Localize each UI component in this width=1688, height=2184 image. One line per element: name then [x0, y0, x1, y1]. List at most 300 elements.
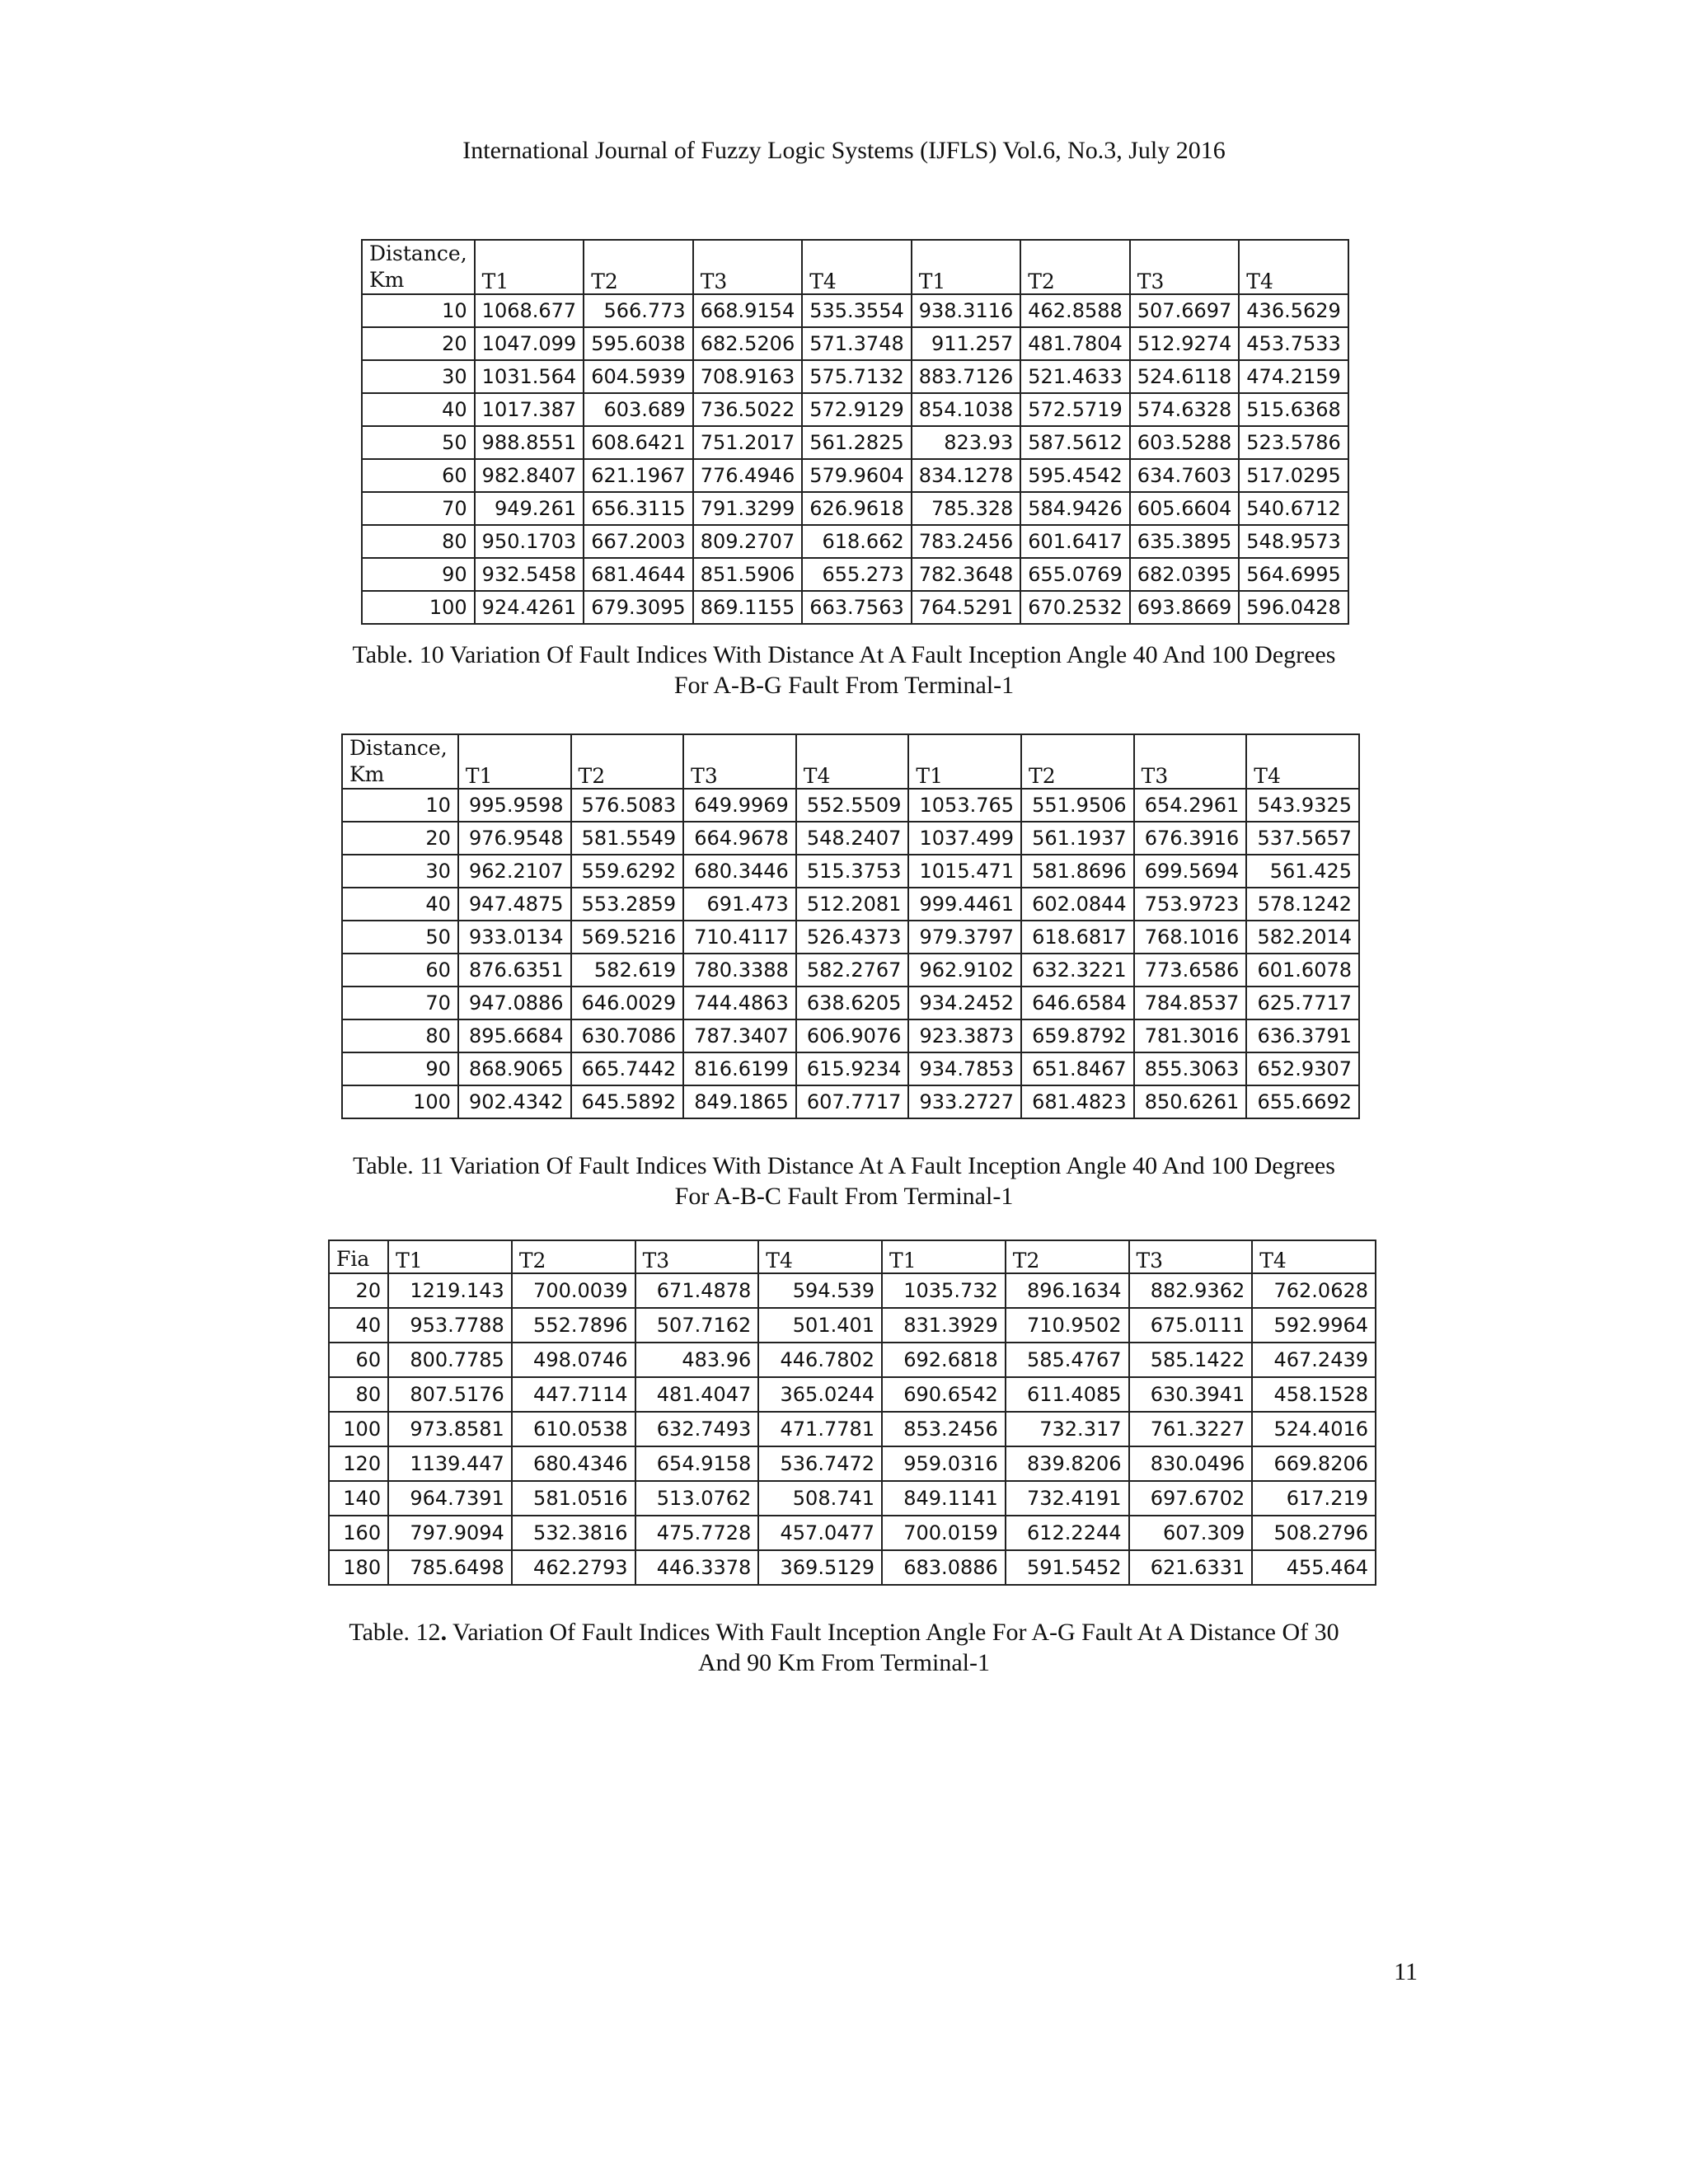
column-header: T1 — [458, 734, 571, 789]
table-cell: 467.2439 — [1252, 1343, 1376, 1377]
caption-line-1 — [0, 1617, 1688, 1647]
table-cell: 512.9274 — [1130, 327, 1240, 360]
table-cell: 697.6702 — [1129, 1481, 1253, 1516]
row-label-cell: 40 — [342, 888, 458, 921]
table-row — [342, 954, 1359, 987]
table-cell: 582.619 — [571, 954, 684, 987]
table-cell: 574.6328 — [1130, 393, 1240, 426]
table-cell: 751.2017 — [693, 426, 803, 459]
column-header: T3 — [1130, 240, 1240, 294]
table-cell: 962.9102 — [908, 954, 1021, 987]
table-cell: 605.6604 — [1130, 492, 1240, 525]
table-cell: 785.328 — [912, 492, 1021, 525]
table-cell: 595.6038 — [584, 327, 693, 360]
column-header: T4 — [796, 734, 909, 789]
table-cell: 681.4823 — [1021, 1085, 1134, 1118]
table-cell: 780.3388 — [683, 954, 796, 987]
row-label-cell: 40 — [362, 393, 475, 426]
table-cell: 548.9573 — [1239, 525, 1348, 558]
table-cell: 508.2796 — [1252, 1516, 1376, 1550]
table-cell: 690.6542 — [882, 1377, 1006, 1412]
table-cell: 807.5176 — [388, 1377, 512, 1412]
table-cell: 950.1703 — [475, 525, 584, 558]
table-cell: 611.4085 — [1006, 1377, 1129, 1412]
column-header: T2 — [584, 240, 693, 294]
table-cell: 976.9548 — [458, 822, 571, 855]
table-cell: 1015.471 — [908, 855, 1021, 888]
table-cell: 902.4342 — [458, 1085, 571, 1118]
table-cell: 869.1155 — [693, 591, 803, 624]
table-cell: 601.6078 — [1246, 954, 1359, 987]
table-row — [362, 294, 1348, 327]
table-row — [362, 492, 1348, 525]
table-11 — [341, 733, 1360, 1119]
table-row — [329, 1516, 1376, 1550]
table-cell: 552.5509 — [796, 789, 909, 822]
row-label-cell: 80 — [362, 525, 475, 558]
table-cell: 501.401 — [758, 1308, 882, 1343]
table-cell: 679.3095 — [584, 591, 693, 624]
table-cell: 632.7493 — [635, 1412, 759, 1446]
row-label-cell: 20 — [342, 822, 458, 855]
table-cell: 572.9129 — [802, 393, 912, 426]
table-row — [362, 393, 1348, 426]
table-cell: 882.9362 — [1129, 1273, 1253, 1308]
table-cell: 630.7086 — [571, 1019, 684, 1052]
table-cell: 831.3929 — [882, 1308, 1006, 1343]
table-cell: 783.2456 — [912, 525, 1021, 558]
table-cell: 645.5892 — [571, 1085, 684, 1118]
table-cell: 953.7788 — [388, 1308, 512, 1343]
table-cell: 830.0496 — [1129, 1446, 1253, 1481]
table-cell: 651.8467 — [1021, 1052, 1134, 1085]
table-row — [329, 1446, 1376, 1481]
table-cell: 911.257 — [912, 327, 1021, 360]
table-cell: 649.9969 — [683, 789, 796, 822]
table-cell: 582.2767 — [796, 954, 909, 987]
table-cell: 1037.499 — [908, 822, 1021, 855]
table-cell: 548.2407 — [796, 822, 909, 855]
table-cell: 369.5129 — [758, 1550, 882, 1585]
table-cell: 585.1422 — [1129, 1343, 1253, 1377]
table-cell: 670.2532 — [1020, 591, 1130, 624]
table-cell: 601.6417 — [1020, 525, 1130, 558]
table-cell: 665.7442 — [571, 1052, 684, 1085]
table-cell: 744.4863 — [683, 987, 796, 1019]
caption-bold-dot: . — [440, 1619, 448, 1646]
table-cell: 699.5694 — [1134, 855, 1247, 888]
table-cell: 581.0516 — [512, 1481, 635, 1516]
table-cell: 693.8669 — [1130, 591, 1240, 624]
table-cell: 1035.732 — [882, 1273, 1006, 1308]
column-header: T4 — [1246, 734, 1359, 789]
table-cell: 669.8206 — [1252, 1446, 1376, 1481]
caption-line-2: And 90 Km From Terminal-1 — [698, 1649, 990, 1676]
table-header-row — [329, 1240, 1376, 1273]
table-cell: 471.7781 — [758, 1412, 882, 1446]
column-header: T2 — [1006, 1240, 1129, 1273]
table-cell: 682.0395 — [1130, 558, 1240, 591]
table-cell: 507.7162 — [635, 1308, 759, 1343]
table-cell: 938.3116 — [912, 294, 1021, 327]
table-cell: 579.9604 — [802, 459, 912, 492]
row-label-cell: 50 — [342, 921, 458, 954]
table-cell: 691.473 — [683, 888, 796, 921]
table-cell: 462.2793 — [512, 1550, 635, 1585]
row-label-cell: 30 — [342, 855, 458, 888]
table-cell: 572.5719 — [1020, 393, 1130, 426]
table-cell: 632.3221 — [1021, 954, 1134, 987]
column-header: T1 — [388, 1240, 512, 1273]
table-cell: 617.219 — [1252, 1481, 1376, 1516]
caption-line-1: Table. 11 Variation Of Fault Indices With Distance At A Fault Inception Angle 40 And 100 Degrees — [353, 1152, 1335, 1179]
table-cell: 932.5458 — [475, 558, 584, 591]
table-cell: 618.6817 — [1021, 921, 1134, 954]
row-label-cell: 80 — [342, 1019, 458, 1052]
table-cell: 700.0159 — [882, 1516, 1006, 1550]
table-cell: 566.773 — [584, 294, 693, 327]
table-cell: 481.7804 — [1020, 327, 1130, 360]
table-cell: 667.2003 — [584, 525, 693, 558]
table-cell: 947.4875 — [458, 888, 571, 921]
table-row — [342, 789, 1359, 822]
table-cell: 507.6697 — [1130, 294, 1240, 327]
row-label-cell: 160 — [329, 1516, 388, 1550]
table-cell: 895.6684 — [458, 1019, 571, 1052]
table-cell: 933.0134 — [458, 921, 571, 954]
table-cell: 630.3941 — [1129, 1377, 1253, 1412]
row-label-cell: 30 — [362, 360, 475, 393]
table-cell: 655.6692 — [1246, 1085, 1359, 1118]
table-cell: 654.2961 — [1134, 789, 1247, 822]
table-cell: 692.6818 — [882, 1343, 1006, 1377]
table-row — [329, 1550, 1376, 1585]
row-label-cell: 60 — [342, 954, 458, 987]
table-cell: 762.0628 — [1252, 1273, 1376, 1308]
table-cell: 559.6292 — [571, 855, 684, 888]
table-cell: 474.2159 — [1239, 360, 1348, 393]
table-cell: 625.7717 — [1246, 987, 1359, 1019]
table-cell: 949.261 — [475, 492, 584, 525]
table-cell: 512.2081 — [796, 888, 909, 921]
table-cell: 839.8206 — [1006, 1446, 1129, 1481]
table-cell: 536.7472 — [758, 1446, 882, 1481]
table-cell: 446.7802 — [758, 1343, 882, 1377]
table-cell: 436.5629 — [1239, 294, 1348, 327]
table-cell: 517.0295 — [1239, 459, 1348, 492]
table-cell: 854.1038 — [912, 393, 1021, 426]
table-cell: 581.8696 — [1021, 855, 1134, 888]
table-cell: 603.689 — [584, 393, 693, 426]
table-cell: 646.6584 — [1021, 987, 1134, 1019]
table-cell: 532.3816 — [512, 1516, 635, 1550]
table-cell: 853.2456 — [882, 1412, 1006, 1446]
caption-rest: Variation Of Fault Indices With Fault Inception Angle For A-G Fault At A Distance Of 30 — [447, 1619, 1339, 1646]
table-cell: 606.9076 — [796, 1019, 909, 1052]
caption-prefix: Table. 12 — [349, 1619, 441, 1646]
table-cell: 999.4461 — [908, 888, 1021, 921]
table-row — [342, 855, 1359, 888]
column-header: T1 — [882, 1240, 1006, 1273]
row-label-cell: 90 — [362, 558, 475, 591]
table-cell: 768.1016 — [1134, 921, 1247, 954]
table-cell: 868.9065 — [458, 1052, 571, 1085]
table-row — [342, 822, 1359, 855]
caption-line-1: Table. 10 Variation Of Fault Indices With Distance At A Fault Inception Angle 40 And 100 Degrees — [352, 641, 1336, 668]
table-cell: 523.5786 — [1239, 426, 1348, 459]
table-cell: 791.3299 — [693, 492, 803, 525]
table-cell: 982.8407 — [475, 459, 584, 492]
page-number: 11 — [1394, 1958, 1418, 1985]
table-cell: 1219.143 — [388, 1273, 512, 1308]
table-cell: 585.4767 — [1006, 1343, 1129, 1377]
table-cell: 481.4047 — [635, 1377, 759, 1412]
row-label-cell: 50 — [362, 426, 475, 459]
table-cell: 700.0039 — [512, 1273, 635, 1308]
table-cell: 515.3753 — [796, 855, 909, 888]
table-cell: 607.309 — [1129, 1516, 1253, 1550]
table-row — [342, 1052, 1359, 1085]
row-label-cell: 10 — [362, 294, 475, 327]
column-header: Fia — [329, 1240, 388, 1273]
table-cell: 575.7132 — [802, 360, 912, 393]
table-cell: 607.7717 — [796, 1085, 909, 1118]
table-body — [362, 294, 1348, 624]
table-cell: 1031.564 — [475, 360, 584, 393]
table-cell: 710.9502 — [1006, 1308, 1129, 1343]
column-header: T3 — [693, 240, 803, 294]
table-cell: 561.425 — [1246, 855, 1359, 888]
table-cell: 947.0886 — [458, 987, 571, 1019]
table-cell: 526.4373 — [796, 921, 909, 954]
table-cell: 1047.099 — [475, 327, 584, 360]
table-cell: 540.6712 — [1239, 492, 1348, 525]
table-cell: 973.8581 — [388, 1412, 512, 1446]
table-cell: 594.539 — [758, 1273, 882, 1308]
column-header: T1 — [912, 240, 1021, 294]
table-cell: 782.3648 — [912, 558, 1021, 591]
table-cell: 676.3916 — [1134, 822, 1247, 855]
table-cell: 964.7391 — [388, 1481, 512, 1516]
table-cell: 561.1937 — [1021, 822, 1134, 855]
table-row — [329, 1308, 1376, 1343]
table-cell: 988.8551 — [475, 426, 584, 459]
table-cell: 604.5939 — [584, 360, 693, 393]
table-row — [329, 1481, 1376, 1516]
table-cell: 659.8792 — [1021, 1019, 1134, 1052]
column-header: T1 — [475, 240, 584, 294]
table-cell: 924.4261 — [475, 591, 584, 624]
caption-line-2: For A-B-G Fault From Terminal-1 — [673, 672, 1015, 699]
column-header: T2 — [1021, 734, 1134, 789]
table-row — [362, 591, 1348, 624]
table-row — [362, 327, 1348, 360]
table-cell: 995.9598 — [458, 789, 571, 822]
table-cell: 736.5022 — [693, 393, 803, 426]
table-cell: 581.5549 — [571, 822, 684, 855]
column-header: T3 — [1134, 734, 1247, 789]
table-cell: 797.9094 — [388, 1516, 512, 1550]
column-header: Distance, Km — [362, 240, 475, 294]
table-cell: 708.9163 — [693, 360, 803, 393]
table-cell: 664.9678 — [683, 822, 796, 855]
table-cell: 602.0844 — [1021, 888, 1134, 921]
row-label-cell: 140 — [329, 1481, 388, 1516]
column-header: T3 — [635, 1240, 759, 1273]
table-cell: 784.8537 — [1134, 987, 1247, 1019]
journal-header: International Journal of Fuzzy Logic Systems (IJFLS) Vol.6, No.3, July 2016 — [462, 137, 1226, 164]
table-row — [342, 987, 1359, 1019]
table-cell: 584.9426 — [1020, 492, 1130, 525]
table-cell: 923.3873 — [908, 1019, 1021, 1052]
table-cell: 656.3115 — [584, 492, 693, 525]
table-cell: 681.4644 — [584, 558, 693, 591]
table-cell: 1017.387 — [475, 393, 584, 426]
table-cell: 675.0111 — [1129, 1308, 1253, 1343]
table-cell: 365.0244 — [758, 1377, 882, 1412]
table-cell: 671.4878 — [635, 1273, 759, 1308]
table-cell: 578.1242 — [1246, 888, 1359, 921]
table-cell: 552.7896 — [512, 1308, 635, 1343]
table-cell: 646.0029 — [571, 987, 684, 1019]
table-row — [342, 921, 1359, 954]
table-cell: 654.9158 — [635, 1446, 759, 1481]
table-row — [329, 1343, 1376, 1377]
row-label-cell: 100 — [342, 1085, 458, 1118]
table-11-caption — [0, 1151, 1688, 1212]
table-cell: 652.9307 — [1246, 1052, 1359, 1085]
table-cell: 1053.765 — [908, 789, 1021, 822]
table-12 — [328, 1240, 1376, 1586]
table-cell: 876.6351 — [458, 954, 571, 987]
table-cell: 823.93 — [912, 426, 1021, 459]
table-row — [342, 1085, 1359, 1118]
table-cell: 524.4016 — [1252, 1412, 1376, 1446]
table-10 — [361, 239, 1349, 625]
table-cell: 1068.677 — [475, 294, 584, 327]
table-cell: 764.5291 — [912, 591, 1021, 624]
table-cell: 979.3797 — [908, 921, 1021, 954]
table-10-caption — [0, 640, 1688, 701]
table-row — [362, 459, 1348, 492]
column-header: T2 — [512, 1240, 635, 1273]
row-label-cell: 80 — [329, 1377, 388, 1412]
table-cell: 618.662 — [802, 525, 912, 558]
column-header: T3 — [1129, 1240, 1253, 1273]
row-label-cell: 60 — [329, 1343, 388, 1377]
table-cell: 455.464 — [1252, 1550, 1376, 1585]
table-cell: 680.4346 — [512, 1446, 635, 1481]
column-header: Distance, Km — [342, 734, 458, 789]
row-label-cell: 90 — [342, 1052, 458, 1085]
column-header: T2 — [1020, 240, 1130, 294]
table-cell: 521.4633 — [1020, 360, 1130, 393]
table-cell: 582.2014 — [1246, 921, 1359, 954]
table-cell: 636.3791 — [1246, 1019, 1359, 1052]
table-cell: 635.3895 — [1130, 525, 1240, 558]
table-row — [329, 1377, 1376, 1412]
table-cell: 626.9618 — [802, 492, 912, 525]
table-cell: 515.6368 — [1239, 393, 1348, 426]
row-label-cell: 60 — [362, 459, 475, 492]
table-cell: 773.6586 — [1134, 954, 1247, 987]
table-cell: 587.5612 — [1020, 426, 1130, 459]
table-cell: 610.0538 — [512, 1412, 635, 1446]
table-cell: 761.3227 — [1129, 1412, 1253, 1446]
table-cell: 753.9723 — [1134, 888, 1247, 921]
table-cell: 458.1528 — [1252, 1377, 1376, 1412]
row-label-cell: 100 — [329, 1412, 388, 1446]
table-cell: 462.8588 — [1020, 294, 1130, 327]
table-cell: 569.5216 — [571, 921, 684, 954]
table-cell: 934.2452 — [908, 987, 1021, 1019]
column-header: T2 — [571, 734, 684, 789]
table-cell: 612.2244 — [1006, 1516, 1129, 1550]
table-cell: 576.5083 — [571, 789, 684, 822]
table-cell: 595.4542 — [1020, 459, 1130, 492]
table-cell: 682.5206 — [693, 327, 803, 360]
table-cell: 596.0428 — [1239, 591, 1348, 624]
table-cell: 608.6421 — [584, 426, 693, 459]
table-row — [362, 360, 1348, 393]
row-label-cell: 100 — [362, 591, 475, 624]
row-label-cell: 20 — [362, 327, 475, 360]
table-cell: 453.7533 — [1239, 327, 1348, 360]
table-cell: 638.6205 — [796, 987, 909, 1019]
column-header: T4 — [1239, 240, 1348, 294]
table-cell: 1139.447 — [388, 1446, 512, 1481]
column-header: T4 — [1252, 1240, 1376, 1273]
table-cell: 800.7785 — [388, 1343, 512, 1377]
table-cell: 561.2825 — [802, 426, 912, 459]
table-cell: 564.6995 — [1239, 558, 1348, 591]
table-row — [329, 1412, 1376, 1446]
row-label-cell: 40 — [329, 1308, 388, 1343]
table-cell: 683.0886 — [882, 1550, 1006, 1585]
table-cell: 959.0316 — [882, 1446, 1006, 1481]
row-label-cell: 70 — [342, 987, 458, 1019]
row-label-cell: 180 — [329, 1550, 388, 1585]
table-cell: 537.5657 — [1246, 822, 1359, 855]
table-cell: 524.6118 — [1130, 360, 1240, 393]
table-body — [342, 789, 1359, 1118]
table-row — [342, 888, 1359, 921]
table-cell: 732.317 — [1006, 1412, 1129, 1446]
table-cell: 457.0477 — [758, 1516, 882, 1550]
row-label-cell: 10 — [342, 789, 458, 822]
table-cell: 535.3554 — [802, 294, 912, 327]
table-row — [342, 1019, 1359, 1052]
table-cell: 809.2707 — [693, 525, 803, 558]
table-12-caption — [0, 1617, 1688, 1678]
row-label-cell: 120 — [329, 1446, 388, 1481]
table-cell: 883.7126 — [912, 360, 1021, 393]
table-cell: 732.4191 — [1006, 1481, 1129, 1516]
table-cell: 447.7114 — [512, 1377, 635, 1412]
table-cell: 592.9964 — [1252, 1308, 1376, 1343]
row-label-cell: 20 — [329, 1273, 388, 1308]
table-cell: 543.9325 — [1246, 789, 1359, 822]
table-cell: 850.6261 — [1134, 1085, 1247, 1118]
table-cell: 834.1278 — [912, 459, 1021, 492]
column-header: T4 — [802, 240, 912, 294]
table-header-row — [342, 734, 1359, 789]
table-cell: 816.6199 — [683, 1052, 796, 1085]
table-cell: 776.4946 — [693, 459, 803, 492]
table-cell: 553.2859 — [571, 888, 684, 921]
table-cell: 851.5906 — [693, 558, 803, 591]
table-cell: 475.7728 — [635, 1516, 759, 1550]
